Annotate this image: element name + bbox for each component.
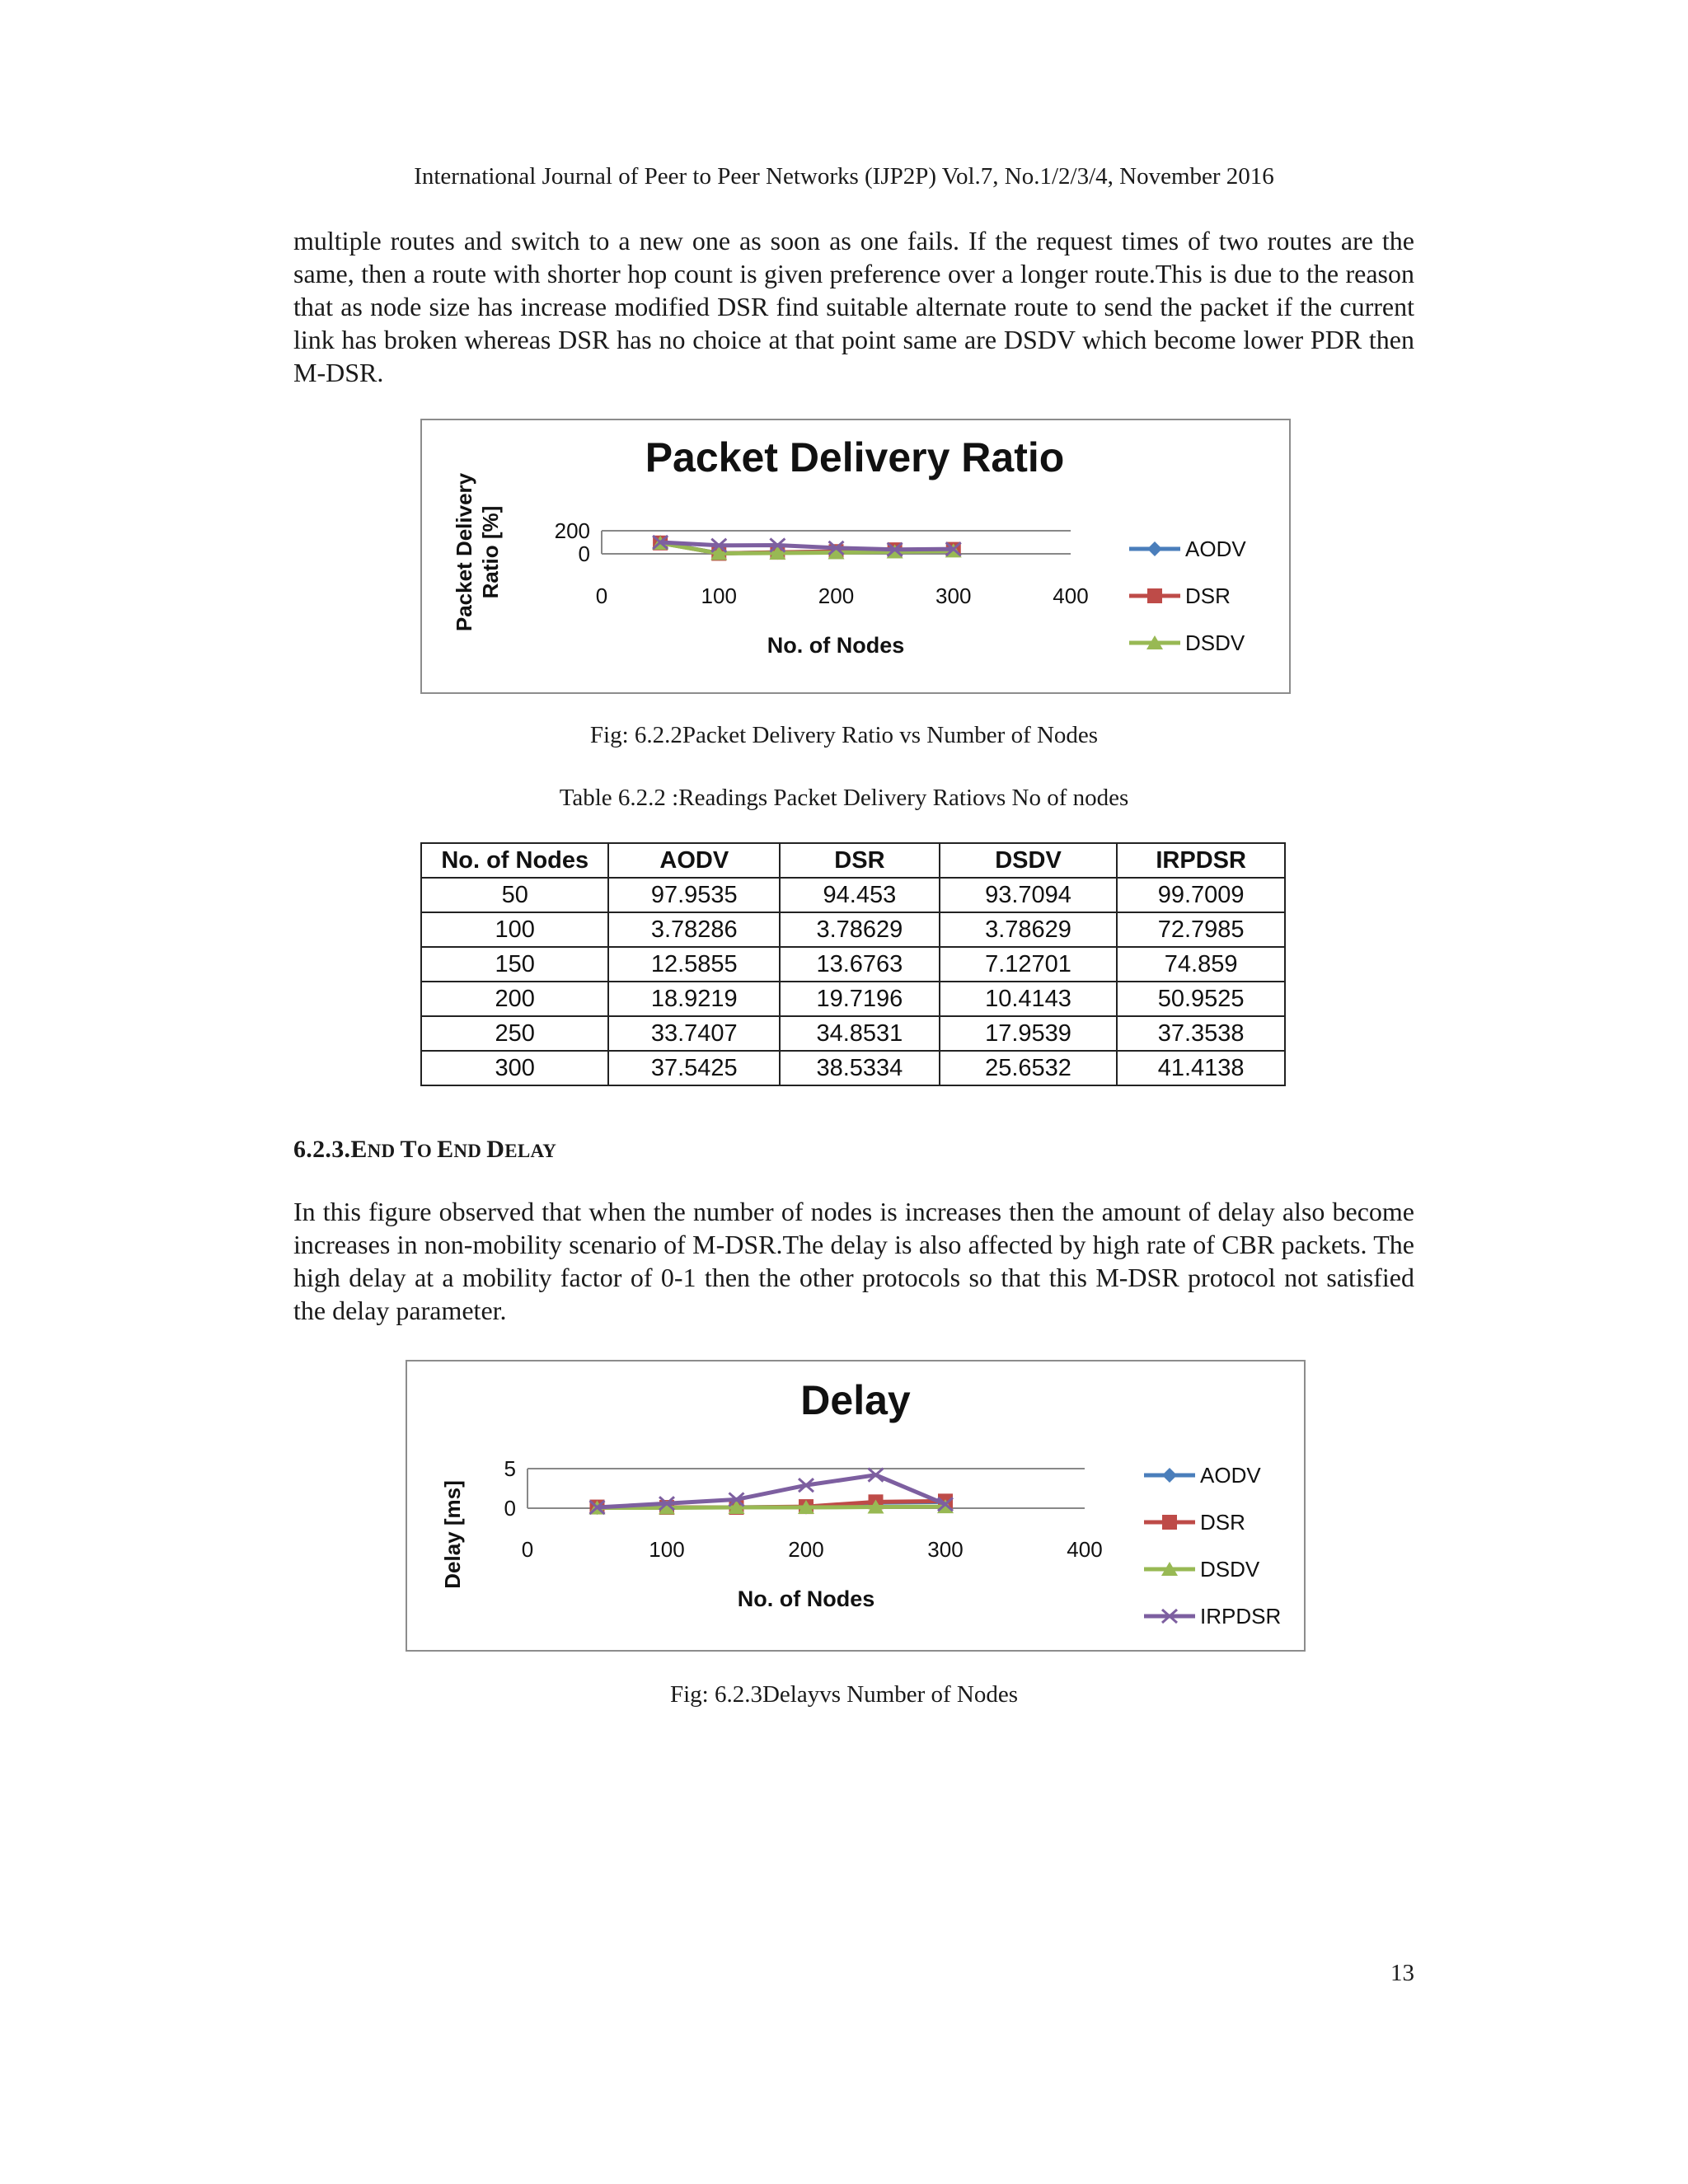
table-cell: 99.7009 [1117, 878, 1285, 912]
legend-marker-aodv [1147, 541, 1162, 556]
table-cell: 18.9219 [608, 982, 780, 1016]
table-cell: 41.4138 [1117, 1051, 1285, 1085]
table-cell: 7.12701 [940, 947, 1118, 982]
y-axis-title: Packet Delivery [452, 472, 476, 632]
y-tick-label: 0 [578, 541, 590, 566]
legend-label-aodv: AODV [1200, 1463, 1261, 1488]
table-cell: 97.9535 [608, 878, 780, 912]
x-tick-label: 0 [521, 1537, 534, 1562]
y-tick-label: 200 [554, 518, 590, 543]
x-tick-label: 400 [1067, 1537, 1103, 1562]
table-cell: 94.453 [780, 878, 940, 912]
table-cell: 3.78286 [608, 912, 780, 947]
legend-marker-aodv [1162, 1468, 1177, 1483]
pdr-readings-table [420, 842, 1286, 1086]
section-title-part: E [437, 1136, 454, 1163]
table-cell: 72.7985 [1117, 912, 1285, 947]
table-cell: 13.6763 [780, 947, 940, 982]
legend-label-dsdv: DSDV [1185, 630, 1245, 655]
table-cell: 3.78629 [940, 912, 1118, 947]
legend-marker-dsr [1147, 588, 1162, 603]
table-cell: 19.7196 [780, 982, 940, 1016]
y-tick-label: 5 [504, 1456, 516, 1481]
table-cell: 25.6532 [940, 1051, 1118, 1085]
table-row [421, 912, 1285, 947]
section-title-part: ND [367, 1141, 401, 1161]
table-cell: 33.7407 [608, 1016, 780, 1051]
table-header-cell: AODV [608, 843, 780, 878]
legend-label-dsr: DSR [1185, 583, 1231, 608]
section-title-part: T [400, 1136, 417, 1163]
table-row [421, 1051, 1285, 1085]
table-cell: 300 [421, 1051, 608, 1085]
table-row [421, 878, 1285, 912]
x-tick-label: 200 [788, 1537, 824, 1562]
section-number: 6.2.3. [293, 1136, 351, 1163]
y-axis-title: Delay [ms] [440, 1480, 465, 1589]
table-caption-pdr: Table 6.2.2 :Readings Packet Delivery Ratiovs No of nodes [559, 785, 1129, 811]
section-heading [293, 1136, 556, 1164]
table-cell: 50.9525 [1117, 982, 1285, 1016]
table-cell: 38.5334 [780, 1051, 940, 1085]
table-cell: 100 [421, 912, 608, 947]
table-cell: 12.5855 [608, 947, 780, 982]
table-cell: 37.3538 [1117, 1016, 1285, 1051]
table-cell: 50 [421, 878, 608, 912]
legend-label-irpdsr: IRPDSR [1200, 1604, 1282, 1629]
delay-chart-svg [407, 1361, 1304, 1650]
section-title-part: D [486, 1136, 505, 1163]
x-tick-label: 100 [701, 583, 737, 608]
table-cell: 37.5425 [608, 1051, 780, 1085]
section-title-part: ND [453, 1141, 487, 1161]
legend-label-dsdv: DSDV [1200, 1557, 1260, 1582]
table-cell: 3.78629 [780, 912, 940, 947]
table-row [421, 982, 1285, 1016]
table-header-cell: IRPDSR [1117, 843, 1285, 878]
figure-caption-pdr: Fig: 6.2.2Packet Delivery Ratio vs Number of Nodes [589, 722, 1099, 748]
pdr-chart-svg [422, 420, 1289, 692]
table-cell: 200 [421, 982, 608, 1016]
series-line-irpdsr [660, 542, 954, 550]
table-header-cell: DSR [780, 843, 940, 878]
x-tick-label: 400 [1053, 583, 1089, 608]
page-number: 13 [1390, 1960, 1414, 1986]
table-row [421, 1016, 1285, 1051]
y-axis-title: Ratio [%] [478, 505, 503, 599]
table-cell: 93.7094 [940, 878, 1118, 912]
chart-title: Packet Delivery Ratio [645, 434, 1065, 480]
table-cell: 34.8531 [780, 1016, 940, 1051]
x-tick-label: 100 [649, 1537, 685, 1562]
running-header: International Journal of Peer to Peer Networks (IJP2P) Vol.7, No.1/2/3/4, November 2016 [414, 163, 1274, 190]
x-tick-label: 300 [935, 583, 972, 608]
table-cell: 17.9539 [940, 1016, 1118, 1051]
table-cell: 150 [421, 947, 608, 982]
delay-chart [406, 1360, 1306, 1652]
x-tick-label: 200 [818, 583, 855, 608]
pdr-chart [420, 419, 1291, 694]
legend-marker-dsr [1162, 1515, 1177, 1530]
table-header-cell: DSDV [940, 843, 1118, 878]
x-axis-title: No. of Nodes [737, 1586, 875, 1611]
legend-label-aodv: AODV [1185, 537, 1246, 561]
table-cell: 10.4143 [940, 982, 1118, 1016]
figure-caption-delay: Fig: 6.2.3Delayvs Number of Nodes [669, 1681, 1019, 1708]
table-header-row [421, 843, 1285, 878]
body-paragraph: multiple routes and switch to a new one as soon as one fails. If the request times of two routes are the same, then a route with shorter hop count is given preference over a longer route.This is due to the reason that as node size has increase modified DSR find suitable alternate route to send the packet if the current link has broken whereas DSR has no choice at that point same are DSDV which become lower PDR then M-DSR. [293, 226, 1414, 387]
section-title-part: ELAY [504, 1141, 557, 1161]
section-title-part: O [416, 1141, 438, 1161]
x-tick-label: 0 [595, 583, 608, 608]
table-cell: 250 [421, 1016, 608, 1051]
section-title-part: E [350, 1136, 368, 1163]
legend-label-dsr: DSR [1200, 1510, 1245, 1535]
x-tick-label: 300 [927, 1537, 964, 1562]
x-axis-title: No. of Nodes [767, 633, 905, 658]
table-row [421, 947, 1285, 982]
table-header-cell: No. of Nodes [421, 843, 608, 878]
y-tick-label: 0 [504, 1496, 516, 1521]
body-paragraph: In this figure observed that when the number of nodes is increases then the amount of delay also become increases in non-mobility scenario of M-DSR.The delay is also affected by high rate of CBR packets. The high delay at a mobility factor of 0-1 then the other protocols so that this M-DSR protocol not satisfied the delay parameter. [293, 1197, 1414, 1325]
chart-title: Delay [800, 1377, 911, 1423]
table-cell: 74.859 [1117, 947, 1285, 982]
